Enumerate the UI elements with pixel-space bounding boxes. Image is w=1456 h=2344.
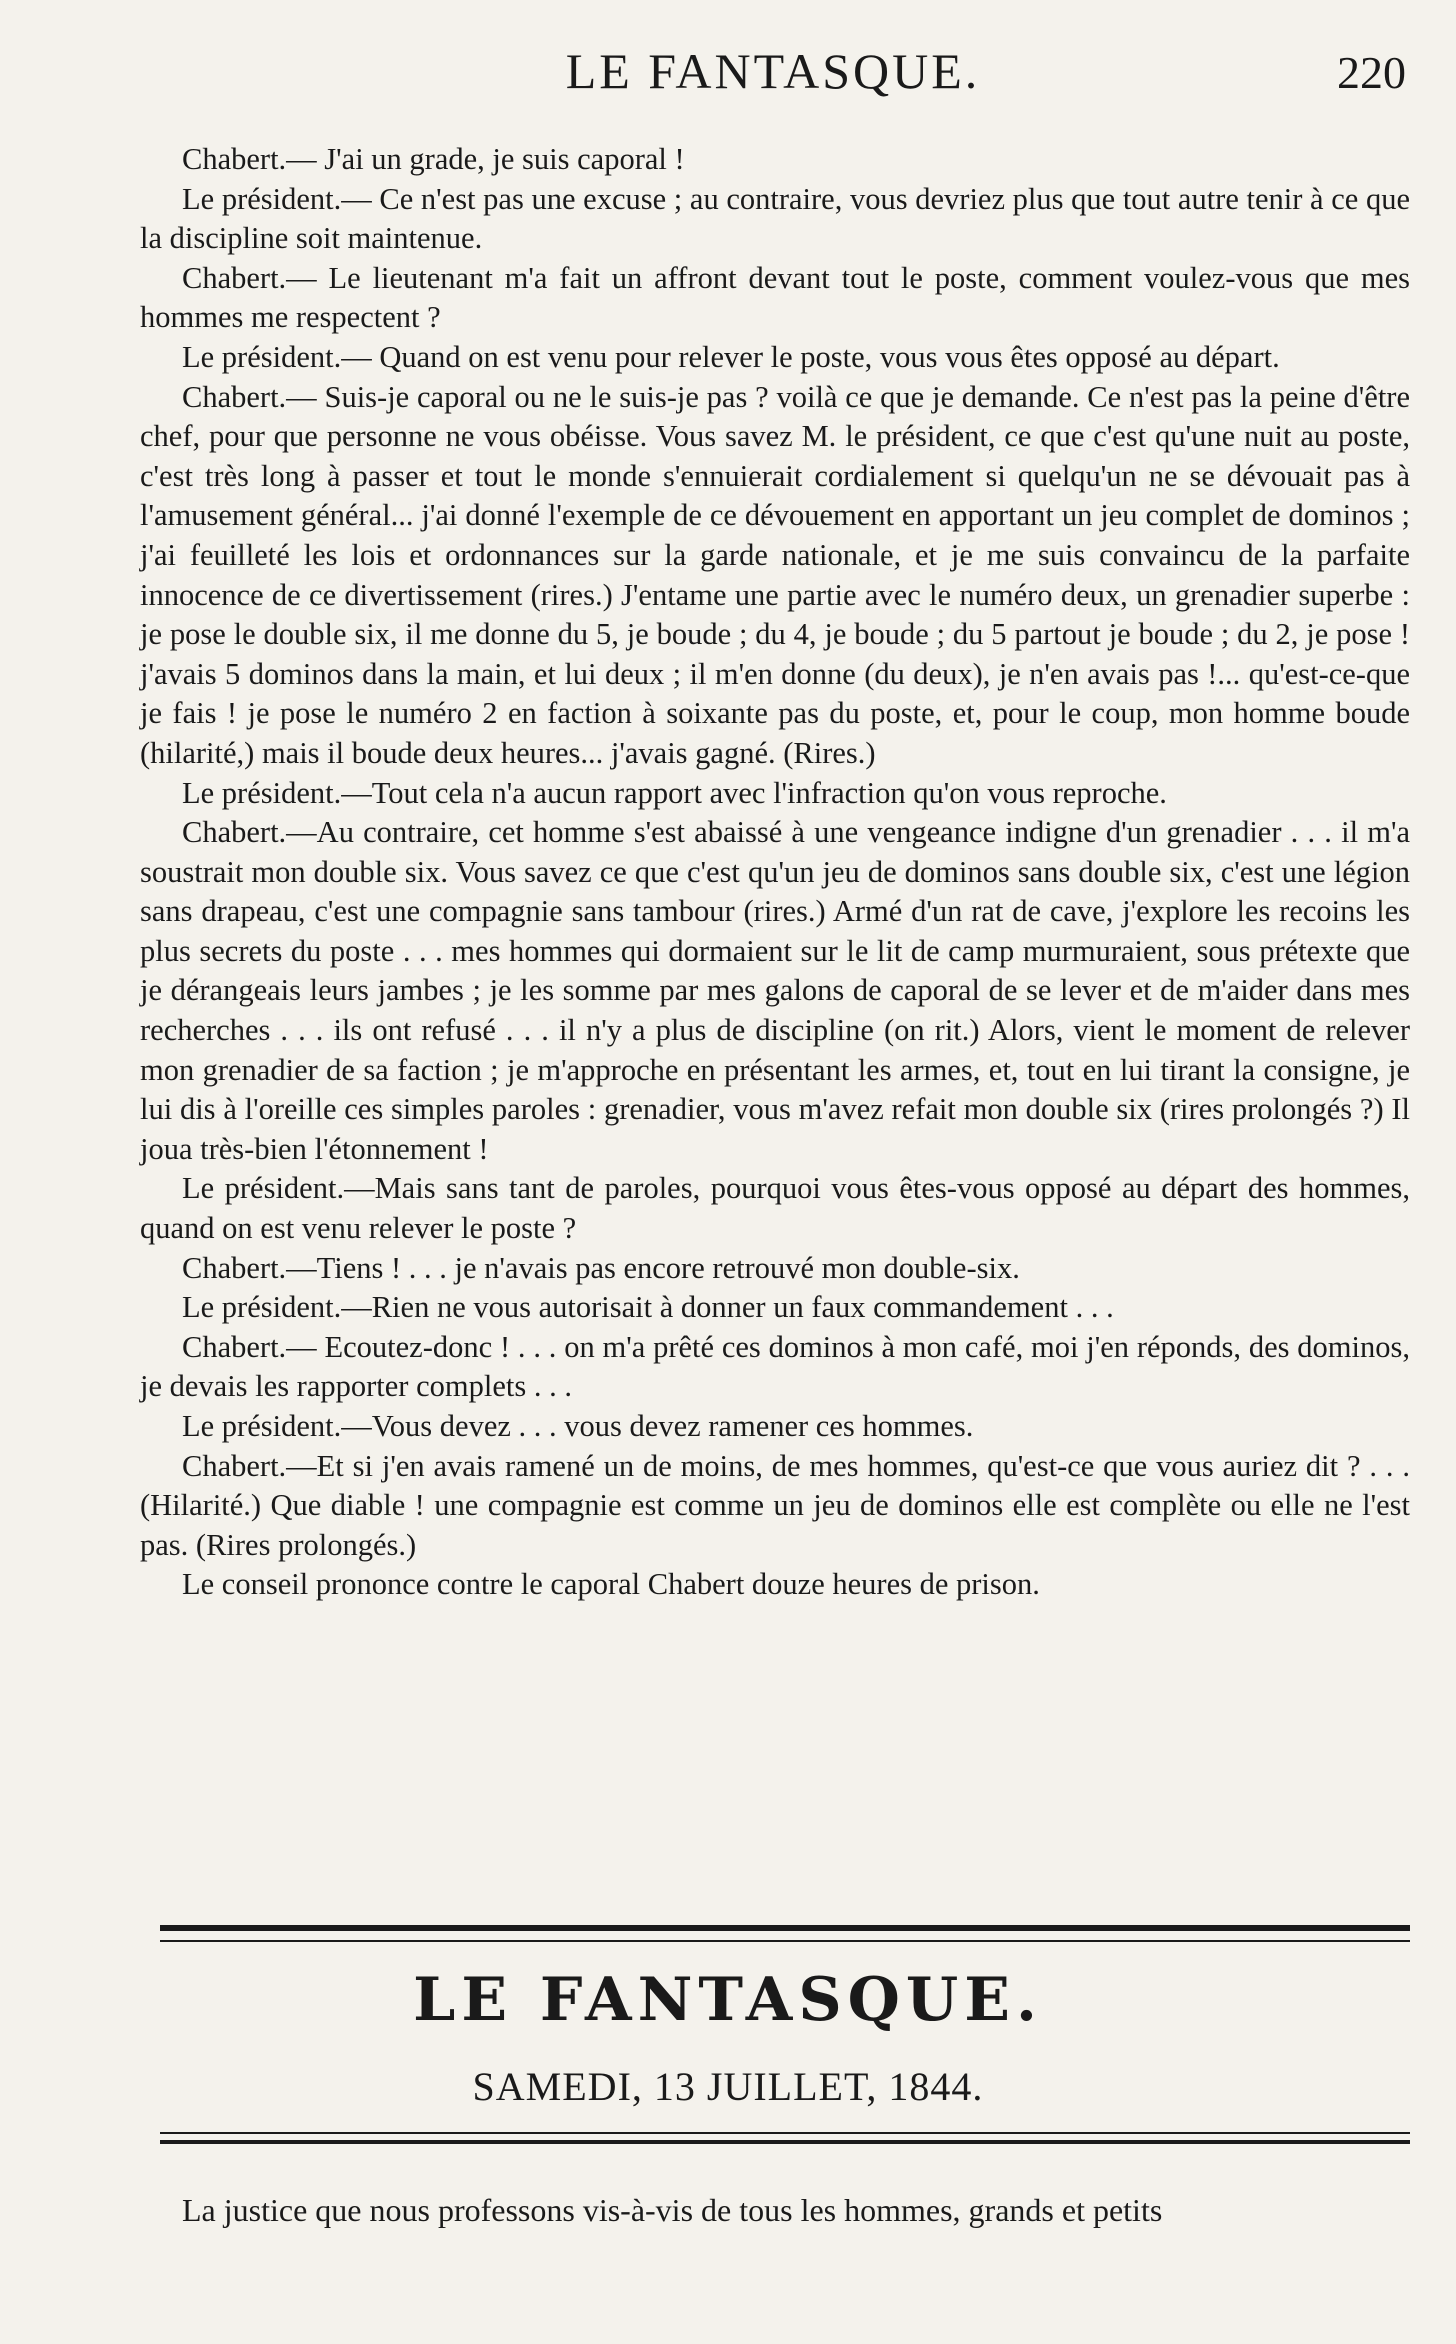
date-divider-heavy: [160, 2140, 1410, 2144]
paragraph: Chabert.— J'ai un grade, je suis caporal !: [182, 142, 685, 176]
paragraph: Le président.—Vous devez . . . vous devez ramener ces hommes.: [182, 1409, 974, 1443]
running-title: LE FANTASQUE.: [565, 43, 981, 99]
court-transcript: [140, 140, 1410, 1605]
next-article-start: La justice que nous professons vis-à-vis de tous les hommes, grands et petits: [182, 2192, 1163, 2228]
paragraph: Le président.—Rien ne vous autorisait à donner un faux commandement . . .: [182, 1290, 1114, 1325]
paragraph: Chabert.— Ecoutez-donc ! . . . on m'a prêté ces dominos à mon café, moi j'en réponds, des dominos, je devais les rapporter complets . . .: [140, 1329, 1410, 1404]
page-number: 220: [1337, 47, 1406, 98]
issue-date: SAMEDI, 13 JUILLET, 1844.: [472, 2064, 984, 2109]
paragraph: Le président.— Quand on est venu pour relever le poste, vous vous êtes opposé au départ.: [182, 339, 1280, 374]
paragraph: Chabert.—Au contraire, cet homme s'est abaissé à une vengeance indigne d'un grenadier . . . il m'a soustrait mon double six. Vous savez ce que c'est qu'un jeu de dominos sans double six, c'est une légion sans drapeau, c'est une compagnie sans tambour (rires.) Armé d'un rat de cave, j'explore les recoins les plus secrets du poste . . . mes hommes qui dormaient sur le lit de camp murmuraient, sous prétexte que je dérangeais leurs jambes ; je les somme par mes galons de caporal de se lever et de m'aider dans mes recherches . . . ils ont refusé . . . il n'y a plus de discipline (on rit.) Alors, vient le moment de relever mon grenadier de sa faction ; je m'approche en présentant les armes, et, tout en lui tirant la consigne, je lui dis à l'oreille ces simples paroles : grenadier, vous m'avez refait mon double six (rires prolongés ?) Il joua très-bien l'étonnement !: [140, 815, 1410, 1166]
paragraph: Chabert.—Tiens ! . . . je n'avais pas encore retrouvé mon double-six.: [182, 1250, 1020, 1285]
paragraph: Chabert.—Et si j'en avais ramené un de moins, de mes hommes, qu'est-ce que vous auriez dit ? . . . (Hilarité.) Que diable ! une compagnie est comme un jeu de dominos elle est complète ou elle ne l'est pas. (Rires prolongés.): [140, 1448, 1410, 1562]
paragraph: Le conseil prononce contre le caporal Chabert douze heures de prison.: [182, 1567, 1040, 1602]
date-divider-light: [160, 2132, 1410, 2134]
section-divider-light: [160, 1940, 1410, 1942]
paragraph: Le président.—Tout cela n'a aucun rapport avec l'infraction qu'on vous reproche.: [182, 775, 1167, 810]
paragraph: Chabert.— Suis-je caporal ou ne le suis-je pas ? voilà ce que je demande. Ce n'est pas la peine d'être chef, pour que personne ne vous obéisse. Vous savez M. le président, ce que c'est qu'une nuit au poste, c'est très long à passer et tout le monde s'ennuierait cordialement si quelqu'un ne se dévouait pas à l'amusement général... j'ai donné l'exemple de ce dévouement en apportant un jeu complet de dominos ; j'ai feuilleté les lois et ordonnances sur la garde nationale, et je me suis convaincu de la parfaite innocence de ce divertissement (rires.) J'entame une partie avec le numéro deux, un grenadier superbe : je pose le double six, il me donne du 5, je boude ; du 4, je boude ; du 5 partout je boude ; du 2, je pose ! j'avais 5 dominos dans la main, et lui deux ; il m'en donne (du deux), je n'en avais pas !... qu'est-ce-que je fais ! je pose le numéro 2 en faction à soixante pas du poste, et, pour le coup, mon homme boude (hilarité,) mais il boude deux heures... j'avais gagné. (Rires.): [140, 379, 1410, 770]
section-divider-heavy: [160, 1925, 1410, 1931]
paragraph: Le président.— Ce n'est pas une excuse ; au contraire, vous devriez plus que tout autre tenir à ce que la discipline soit maintenue.: [140, 181, 1410, 256]
paragraph: Le président.—Mais sans tant de paroles, pourquoi vous êtes-vous opposé au départ des hommes, quand on est venu relever le poste ?: [140, 1171, 1410, 1246]
masthead: LE FANTASQUE.: [413, 1965, 1043, 2035]
page-header: [130, 42, 1416, 112]
paragraph: Chabert.— Le lieutenant m'a fait un affront devant tout le poste, comment voulez-vous que mes hommes me respectent ?: [140, 260, 1410, 335]
